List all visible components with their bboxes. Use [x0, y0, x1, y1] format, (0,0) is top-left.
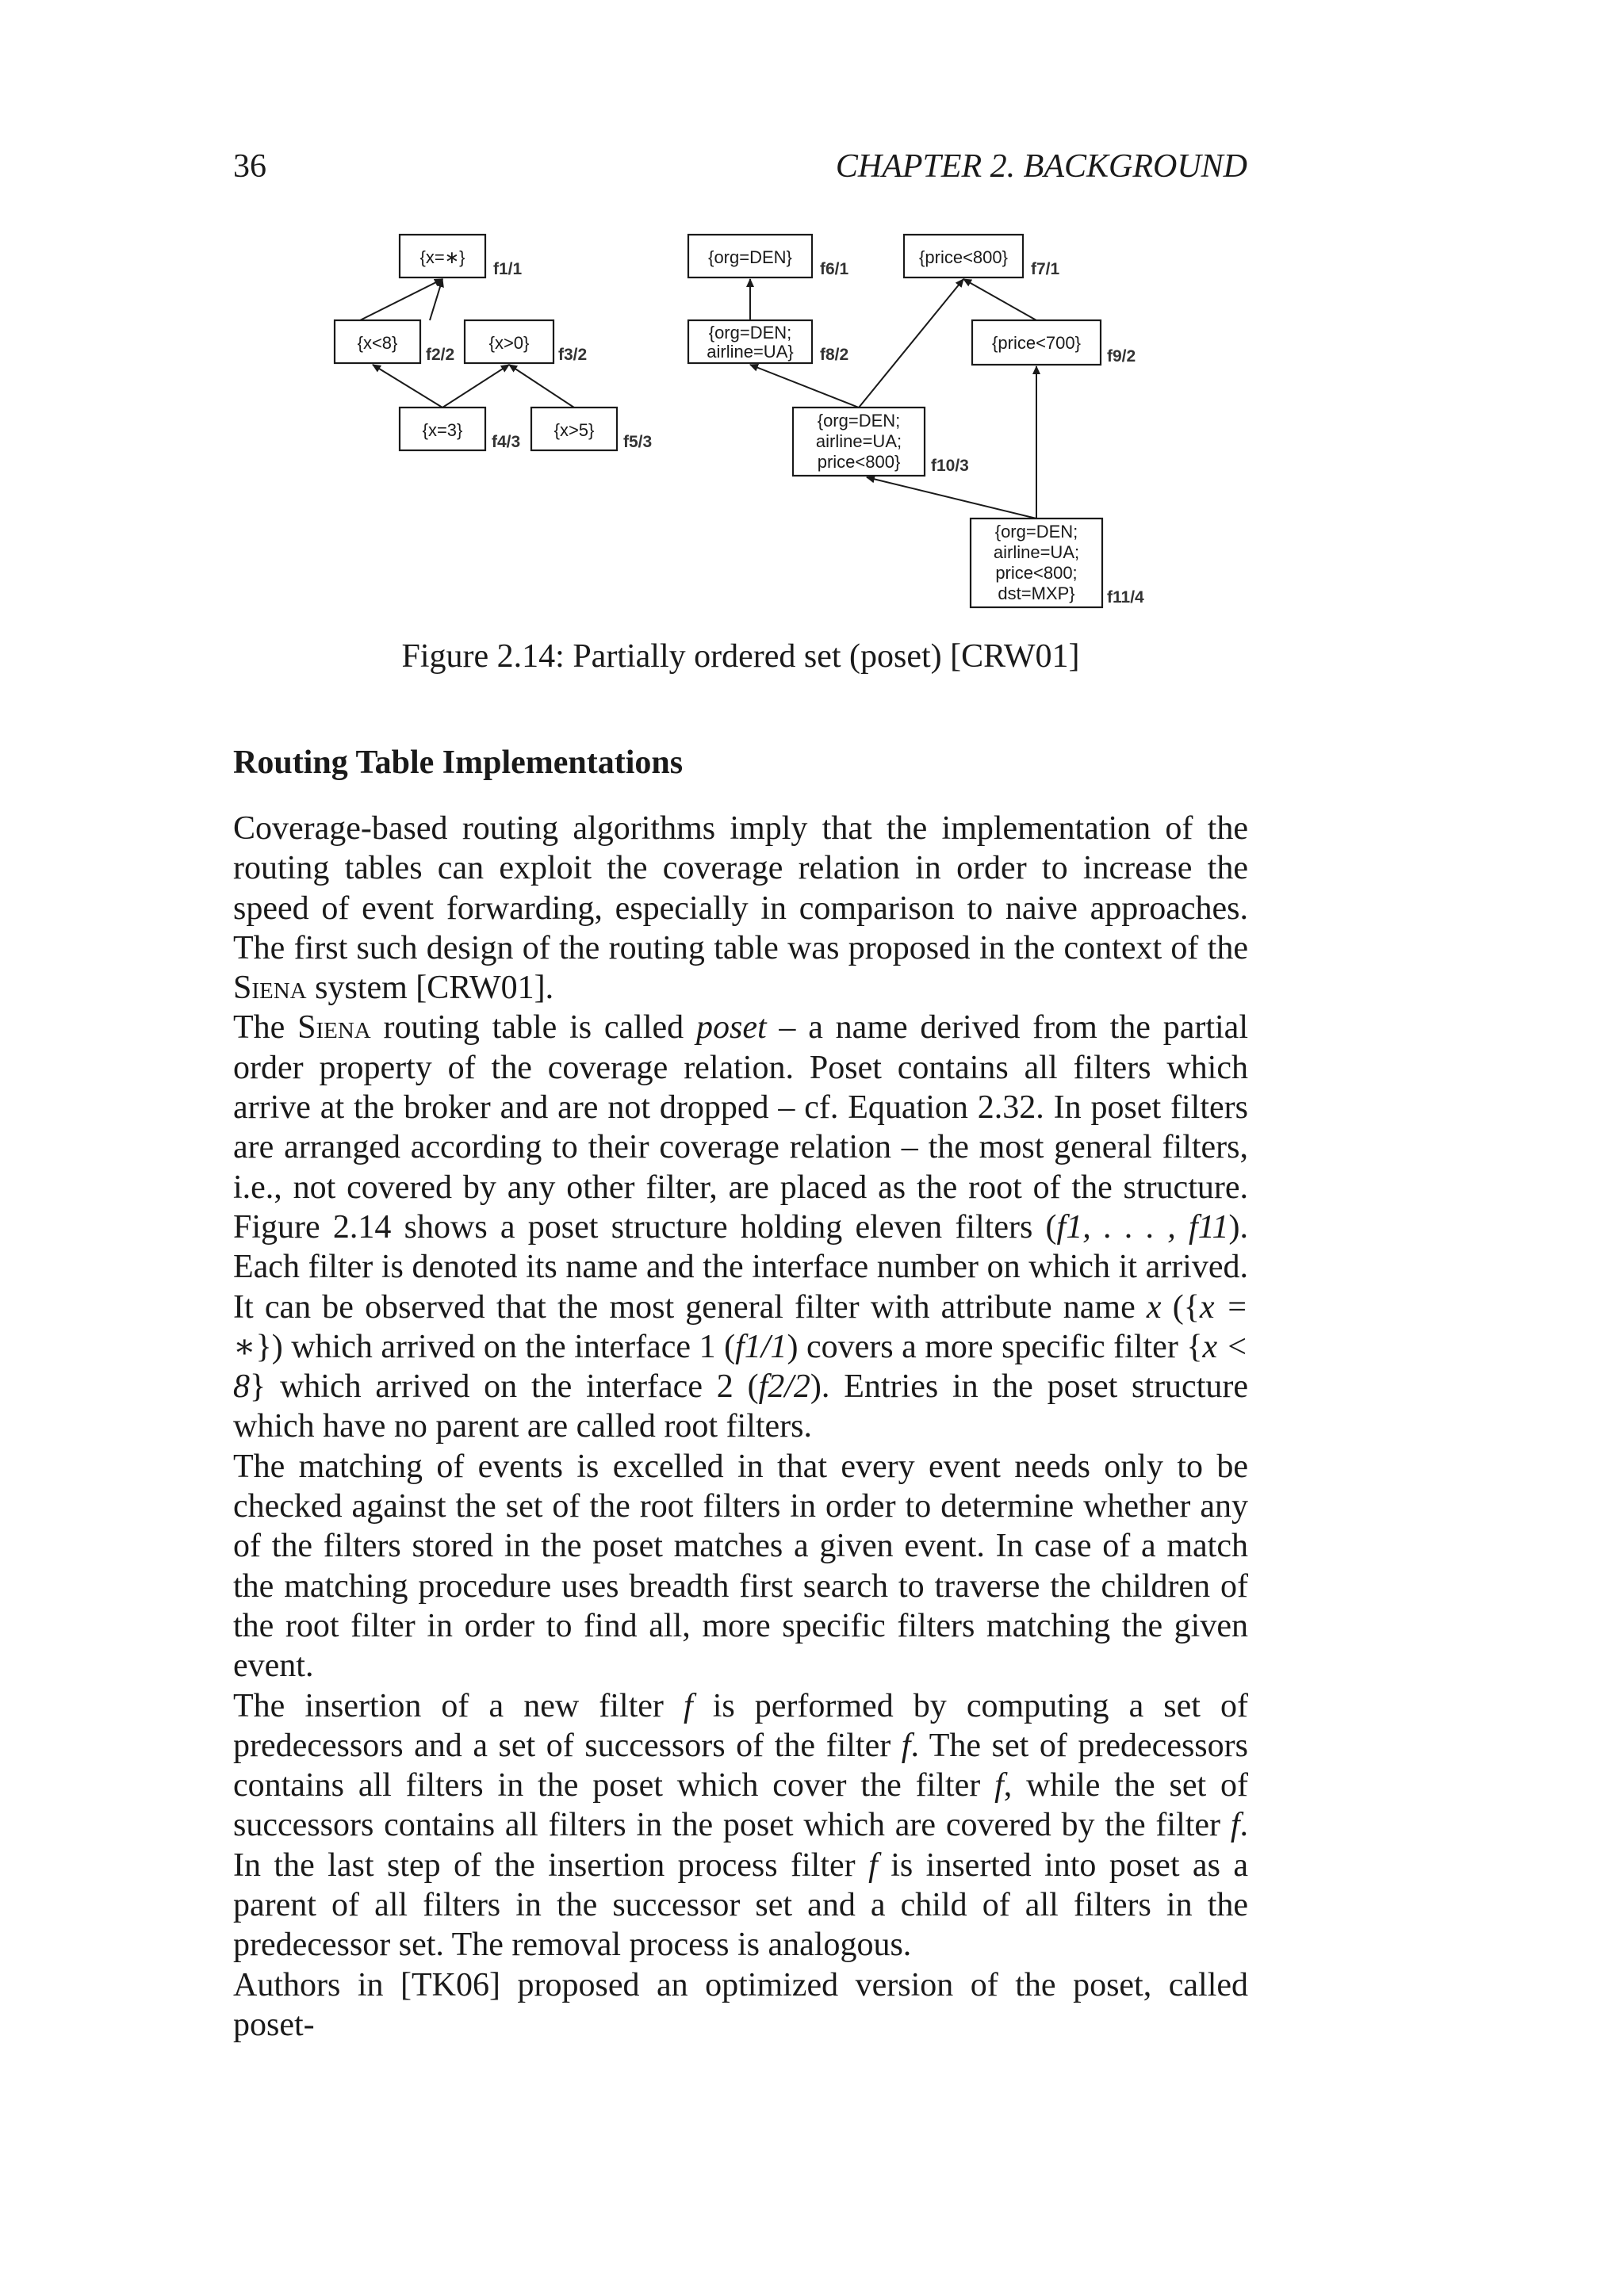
node-text: price<800}	[817, 452, 901, 472]
node-text: price<800;	[995, 563, 1078, 583]
filter-node-f6	[688, 235, 849, 278]
edge-f11-f10	[867, 477, 1036, 519]
poset-figure	[317, 222, 1158, 618]
node-label: f3/2	[558, 346, 588, 364]
filter-node-f4	[400, 408, 520, 451]
node-label: f10/3	[931, 457, 969, 475]
text-run: ) covers a more specific filter {	[787, 1328, 1203, 1365]
paragraph-4	[233, 1686, 1248, 1965]
text-run: routing table is called	[370, 1009, 696, 1047]
text-run: , while the set of successors contains all filters in the poset which are covered by the filter	[233, 1767, 1249, 1844]
text-run: . The set of predecessors contains all filters in the poset which cover the filter	[233, 1727, 1248, 1804]
figure-caption: Figure 2.14: Partially ordered set (poset) [CRW01]	[401, 638, 1080, 675]
filter-node-f3	[465, 320, 587, 364]
filter-node-f8	[688, 320, 848, 364]
node-text: {x>0}	[488, 333, 530, 353]
paragraph-1	[233, 809, 1248, 1008]
node-label: f4/3	[492, 433, 521, 451]
node-label: f8/2	[820, 346, 849, 364]
node-label: f2/2	[426, 346, 455, 364]
text-run: }) which arrived on the interface 1 (	[255, 1328, 736, 1365]
paragraph-2	[233, 1008, 1248, 1446]
math-inline: f	[868, 1846, 878, 1884]
text-run: . In the last step of the insertion process filter	[233, 1807, 1248, 1884]
edge-f2-f1	[360, 279, 442, 320]
page-number: 36	[233, 148, 266, 185]
node-text: airline=UA}	[707, 342, 794, 362]
text-run: is performed by computing a set of predecessors and a set of successors of the filter	[233, 1687, 1249, 1764]
node-text: {org=DEN}	[708, 247, 792, 267]
edge-f5-f3	[509, 365, 574, 408]
node-text: {org=DEN;	[994, 522, 1078, 541]
node-label: f5/3	[623, 433, 653, 451]
poset-diagram	[317, 222, 1158, 618]
node-label: f1/1	[493, 260, 523, 278]
body-text	[233, 809, 1248, 2045]
poset-term: poset	[695, 1009, 767, 1047]
text-run: system [CRW01].	[306, 970, 554, 1007]
edge-f4-f3	[442, 365, 509, 408]
siena-name: Siena	[233, 970, 307, 1007]
filter-node-f1	[400, 235, 523, 278]
text-run: } which arrived on the interface 2 (	[250, 1368, 759, 1406]
filter-node-f9	[972, 320, 1136, 365]
text-run: ({	[1161, 1288, 1200, 1326]
node-text: airline=UA;	[993, 542, 1080, 562]
node-text: {price<800}	[919, 247, 1008, 267]
node-label: f9/2	[1107, 347, 1136, 365]
section-heading: Routing Table Implementations	[233, 744, 684, 781]
node-text: {price<700}	[992, 333, 1081, 353]
running-header: CHAPTER 2. BACKGROUND	[835, 148, 1247, 185]
math-inline: x	[1146, 1288, 1162, 1326]
math-inline: f1/1	[735, 1328, 787, 1365]
node-text: airline=UA;	[815, 431, 902, 451]
filter-node-f5	[531, 408, 652, 451]
edge-f9-f7	[963, 279, 1036, 320]
text-run: Coverage-based routing algorithms imply that the implementation of the routing tables can exploit the coverage relation in order to increase the speed of event forwarding, especially in comparison to naive approaches. The first such design of the routing table was proposed in the context of the	[233, 810, 1248, 966]
text-run: – a name derived from the partial order property of the coverage relation. Poset contains all filters which arrive at the broker and are not dropped – cf. Equation 2.32. In poset filters are arranged according to their coverage relation – the most general filters, i.e., not covered by any other filter, are placed as the root of the structure. Figure 2.14 shows a poset structure holding eleven filters (	[233, 1009, 1248, 1246]
math-inline: f2/2	[758, 1368, 810, 1406]
edge-f10-f8	[750, 365, 859, 408]
math-inline: f1, . . . , f11	[1056, 1208, 1229, 1246]
node-label: f11/4	[1107, 588, 1144, 607]
text-run: The insertion of a new filter	[233, 1687, 684, 1724]
node-text: {x=3}	[422, 420, 463, 440]
node-text: {org=DEN;	[708, 323, 792, 342]
node-text: dst=MXP}	[998, 584, 1075, 603]
node-label: f6/1	[820, 260, 849, 278]
node-text: {x=∗}	[419, 247, 465, 267]
paragraph-5: Authors in [TK06] proposed an optimized version of the poset, called poset-	[233, 1966, 1248, 2043]
filter-node-f10	[793, 408, 969, 476]
text-run: ). Entries in the poset structure which have no parent are called root filters.	[233, 1368, 1248, 1445]
node-text: {x>5}	[553, 420, 595, 440]
node-text: {org=DEN;	[817, 411, 901, 430]
text-run: The	[233, 1009, 298, 1047]
text-run: ). Each filter is denoted its name and the interface number on which it arrived. It can be observed that the most general filter with attribute name	[233, 1208, 1248, 1326]
poset-edges	[357, 279, 1036, 519]
math-inline: f	[901, 1727, 911, 1764]
edge-f4-f2	[373, 365, 442, 408]
paragraph-3: The matching of events is excelled in that every event needs only to be checked against the set of the root filters in order to determine whether any of the filters stored in the poset matches a given event. In case of a match the matching procedure uses breadth first search to traverse the children of the root filter in order to find all, more specific filters matching the given event.	[233, 1448, 1248, 1685]
node-text: {x<8}	[357, 333, 398, 353]
math-inline: f	[994, 1767, 1004, 1804]
siena-name: Siena	[297, 1009, 371, 1047]
filter-node-f11	[971, 519, 1144, 607]
node-label: f7/1	[1031, 260, 1060, 278]
text-run: is inserted into poset as a parent of all filters in the successor set and a child of all filters in the predecessor set. The removal process is analogous.	[233, 1846, 1248, 1964]
math-inline: f	[1230, 1807, 1240, 1844]
filter-node-f2	[335, 320, 454, 364]
math-inline: x = ∗	[233, 1288, 1249, 1365]
edge-f10-f7	[859, 279, 963, 408]
math-inline: x < 8	[233, 1328, 1249, 1406]
filter-node-f7	[904, 235, 1060, 278]
math-inline: f	[683, 1687, 693, 1724]
